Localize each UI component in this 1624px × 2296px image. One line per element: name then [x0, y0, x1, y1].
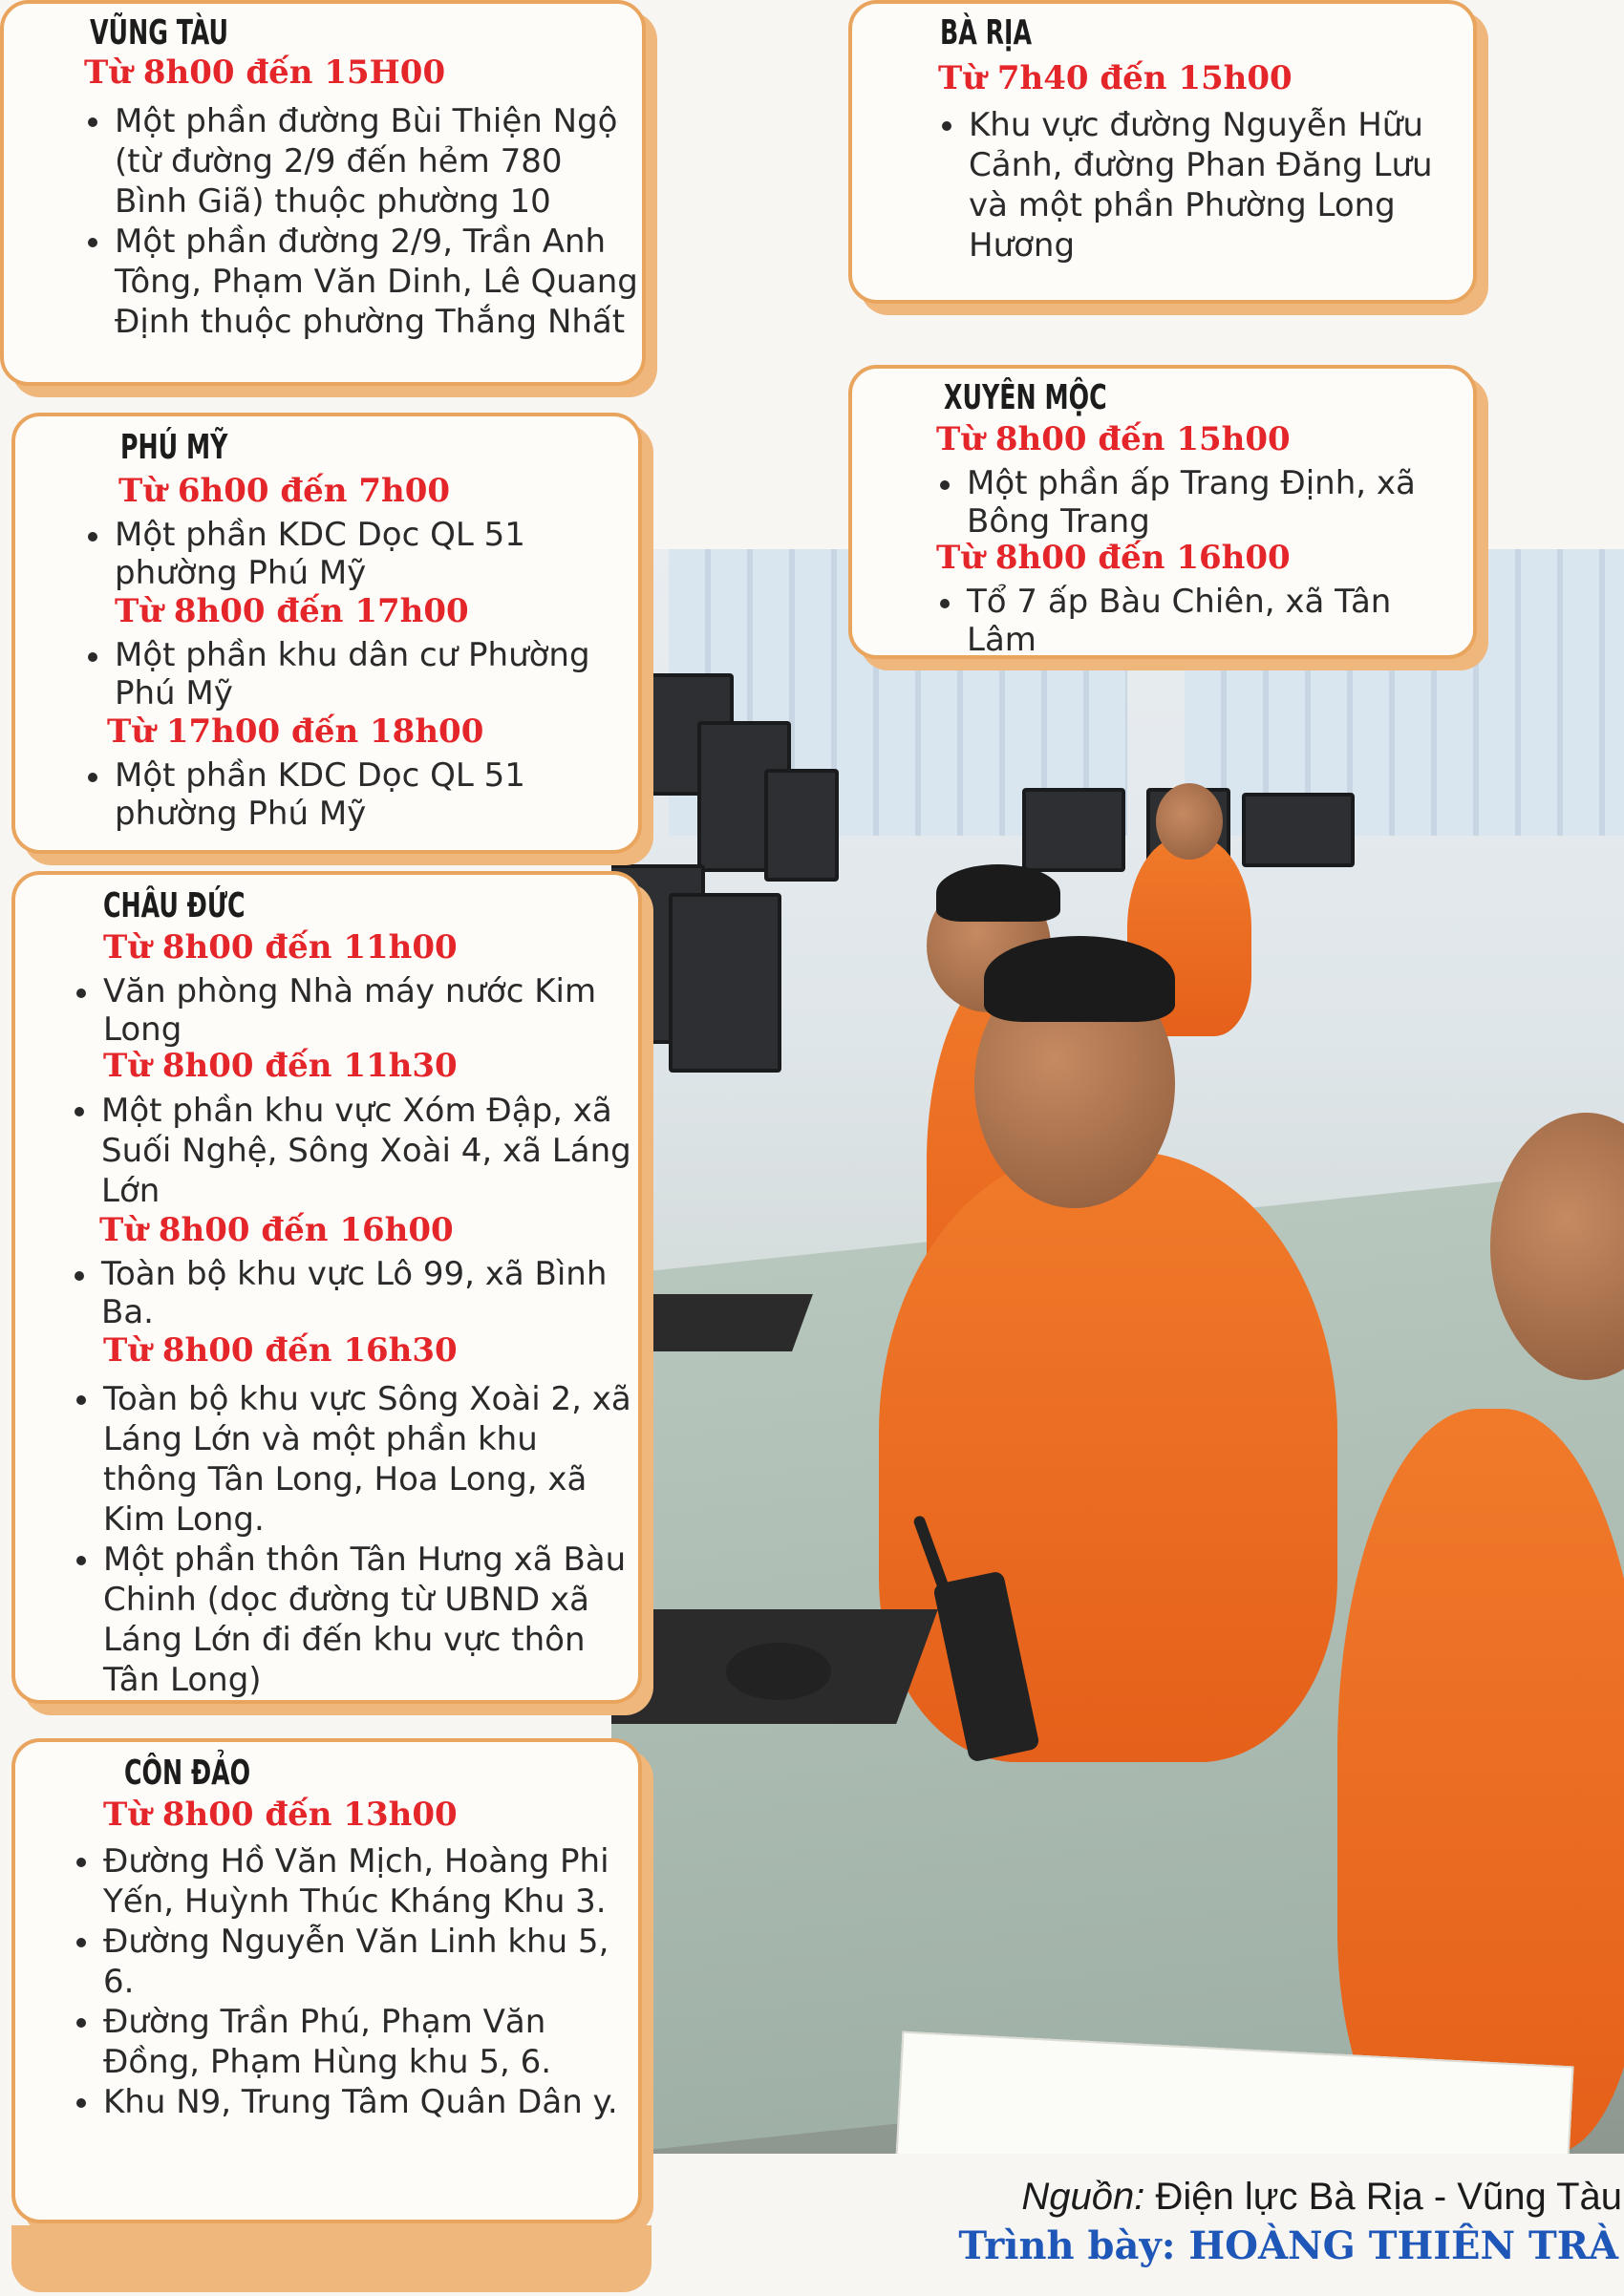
worker-back-head: [1156, 783, 1223, 860]
area-list: [73, 516, 636, 592]
area-list: [73, 1255, 636, 1331]
monitor: [1022, 788, 1125, 872]
card-chau-duc: [11, 871, 642, 1704]
area-list: [73, 636, 636, 712]
card-title: BÀ RỊA: [940, 13, 1033, 53]
area-item: Một phần khu vực Xóm Đập, xã Suối Nghệ, Sông Xoài 4, xã Láng Lớn: [101, 1091, 636, 1211]
mouse: [726, 1643, 831, 1700]
monitor: [1242, 793, 1355, 867]
time-range: Từ 8h00 đến 11h00: [103, 928, 458, 967]
worker-front: [879, 1151, 1337, 1762]
area-list: [84, 101, 638, 342]
bottom-decor-bar: [11, 2225, 652, 2292]
area-item: Toàn bộ khu vực Sông Xoài 2, xã Láng Lớn và một phần khu thông Tân Long, Hoa Long, xã Kim Long.: [103, 1379, 636, 1540]
area-list: [73, 1841, 636, 2122]
area-item: Đường Nguyễn Văn Linh khu 5, 6.: [103, 1922, 636, 2002]
area-item: Toàn bộ khu vực Lô 99, xã Bình Ba.: [101, 1255, 636, 1331]
card-body: [84, 52, 638, 342]
card-con-dao: [11, 1738, 642, 2223]
area-list: [73, 1091, 636, 1211]
source-credit: [1021, 2176, 1622, 2219]
time-range: Từ 17h00 đến 18h00: [107, 712, 484, 751]
author-credit: Trình bày: HOÀNG THIÊN TRÀ: [958, 2223, 1618, 2268]
area-item: Tổ 7 ấp Bàu Chiên, xã Tân Lâm: [967, 583, 1462, 659]
area-item: Một phần khu dân cư Phường Phú Mỹ: [115, 636, 636, 712]
time-range: Từ 8h00 đến 15h00: [936, 420, 1291, 458]
area-item: Một phần ấp Trang Định, xã Bông Trang: [967, 464, 1462, 541]
source-text: Điện lực Bà Rịa - Vũng Tàu: [1144, 2176, 1622, 2218]
card-title: PHÚ MỸ: [120, 428, 228, 467]
card-body: [73, 1794, 636, 2122]
card-body: [938, 57, 1464, 266]
area-item: Văn phòng Nhà máy nước Kim Long: [103, 972, 636, 1049]
card-body: [73, 926, 636, 1700]
source-label: Nguồn:: [1021, 2176, 1145, 2218]
control-room-photo: [611, 549, 1624, 2154]
time-range: Từ 8h00 đến 16h00: [99, 1211, 454, 1249]
time-range: Từ 8h00 đến 11h30: [103, 1047, 458, 1085]
card-phu-my: [11, 413, 642, 854]
area-list: [936, 464, 1462, 541]
monitor: [764, 769, 839, 882]
area-list: [73, 1379, 636, 1700]
card-title: VŨNG TÀU: [90, 13, 228, 53]
area-item: Một phần đường Bùi Thiện Ngộ (từ đường 2/9 đến hẻm 780 Bình Giã) thuộc phường 10: [115, 101, 638, 222]
time-range: Từ 7h40 đến 15h00: [938, 59, 1293, 97]
time-range: Từ 8h00 đến 13h00: [103, 1796, 458, 1834]
time-range: Từ 8h00 đến 16h30: [103, 1331, 458, 1370]
worker-middle-hair: [936, 864, 1060, 922]
card-title: CHÂU ĐỨC: [103, 886, 246, 925]
worker-right: [1337, 1409, 1624, 2154]
card-xuyen-moc: [848, 365, 1477, 659]
time-range: Từ 8h00 đến 16h00: [936, 539, 1291, 577]
area-list: [938, 105, 1464, 266]
monitor: [669, 893, 781, 1073]
area-item: Khu N9, Trung Tâm Quân Dân y.: [103, 2082, 636, 2122]
area-list: [73, 972, 636, 1049]
area-list: [73, 756, 636, 833]
worker-front-hair: [984, 936, 1175, 1022]
card-body: [936, 418, 1462, 659]
time-range: Từ 6h00 đến 7h00: [118, 472, 451, 510]
area-item: Đường Trần Phú, Phạm Văn Đồng, Phạm Hùng khu 5, 6.: [103, 2002, 636, 2082]
area-item: Một phần KDC Dọc QL 51 phường Phú Mỹ: [115, 756, 636, 833]
area-list: [936, 583, 1462, 659]
area-item: Khu vực đường Nguyễn Hữu Cảnh, đường Phan Đăng Lưu và một phần Phường Long Hương: [969, 105, 1464, 266]
card-title: CÔN ĐẢO: [124, 1754, 251, 1793]
card-vung-tau: [0, 0, 646, 386]
card-ba-ria: [848, 0, 1477, 304]
time-range: Từ 8h00 đến 15H00: [84, 53, 446, 92]
time-range: Từ 8h00 đến 17h00: [115, 592, 469, 630]
card-body: [73, 470, 636, 833]
area-item: Đường Hồ Văn Mịch, Hoàng Phi Yến, Huỳnh Thúc Kháng Khu 3.: [103, 1841, 636, 1922]
area-item: Một phần KDC Dọc QL 51 phường Phú Mỹ: [115, 516, 636, 592]
card-title: XUYÊN MỘC: [944, 378, 1107, 417]
area-item: Một phần đường 2/9, Trần Anh Tông, Phạm Văn Dinh, Lê Quang Định thuộc phường Thắng Nhất: [115, 223, 638, 341]
area-item: Một phần thôn Tân Hưng xã Bàu Chinh (dọc đường từ UBND xã Láng Lớn đi đến khu vực thôn Tân Long): [103, 1540, 636, 1700]
